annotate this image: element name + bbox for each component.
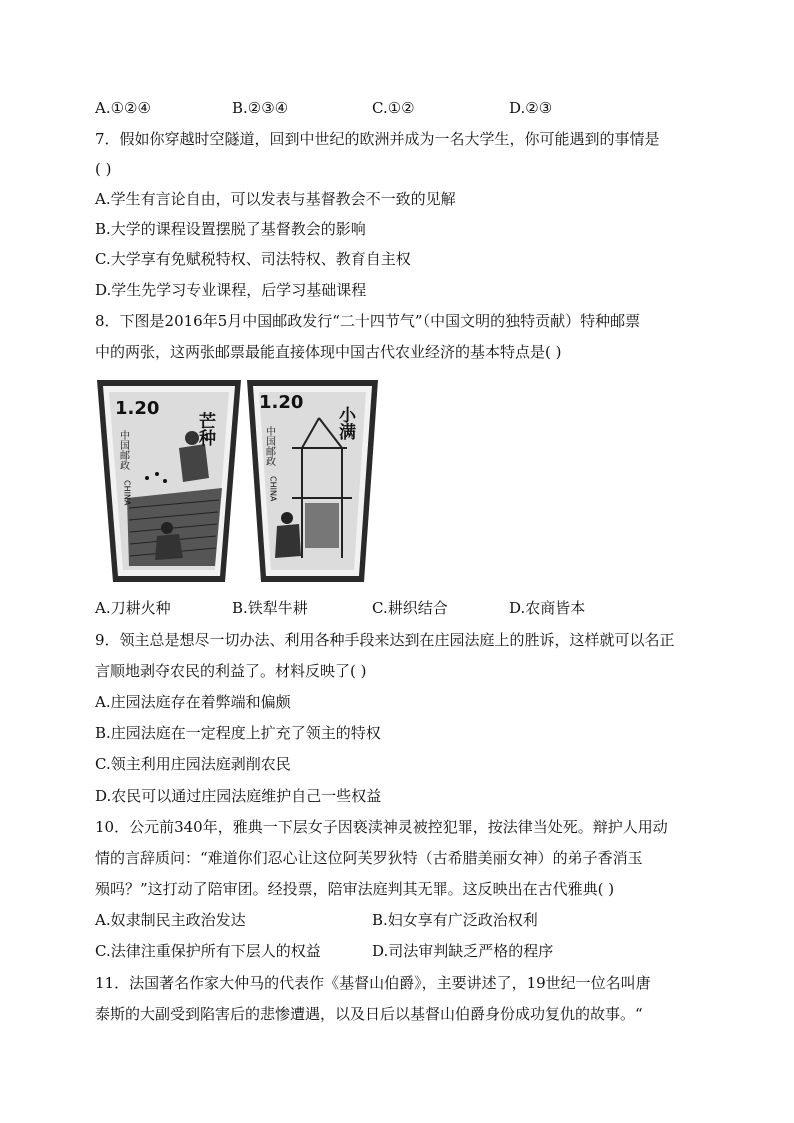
stamp-mangzhong-country: CHINA <box>122 480 132 506</box>
q7-option-b: B.大学的课程设置摆脱了基督教会的影响 <box>95 220 366 238</box>
q7-stem-line2: ( ) <box>95 160 112 178</box>
q8-option-b: B.铁犁牛耕 <box>232 599 308 617</box>
q10-option-a: A.奴隶制民主政治发达 <box>95 911 246 929</box>
stamp-pair-figure <box>97 378 380 584</box>
q11-stem-line1: 11．法国著名作家大仲马的代表作《基督山伯爵》，主要讲述了，19世纪一位名叫唐 <box>95 974 651 992</box>
q8-stem-line2: 中的两张，这两张邮票最能直接体现中国古代农业经济的基本特点是( ) <box>95 343 562 361</box>
q10-option-c: C.法律注重保护所有下层人的权益 <box>95 942 321 960</box>
q10-stem-line1: 10．公元前340年，雅典一下层女子因亵渎神灵被控犯罪，按法律当处死。辩护人用动 <box>95 818 668 836</box>
q10-options-row1 <box>95 910 655 930</box>
q10-options-row2 <box>95 941 655 961</box>
q8-options <box>95 598 655 618</box>
stamp-mangzhong-image <box>97 378 242 584</box>
stamp-xiaoman-price: 1.20 <box>259 392 304 413</box>
q10-option-d: D.司法审判缺乏严格的程序 <box>372 942 554 960</box>
stamp-xiaoman-country: CHINA <box>268 476 278 502</box>
q7-stem-line1: 7．假如你穿越时空隧道，回到中世纪的欧洲并成为一名大学生，你可能遇到的事情是 <box>95 130 660 148</box>
stamp-mangzhong-price: 1.20 <box>115 398 160 419</box>
q6-option-d: D.②③ <box>509 99 553 117</box>
q11-stem-line2: 泰斯的大副受到陷害后的悲惨遭遇，以及日后以基督山伯爵身份成功复仇的故事。“ <box>95 1005 643 1023</box>
q7-option-c: C.大学享有免赋税特权、司法特权、教育自主权 <box>95 250 411 268</box>
q7-option-d: D.学生先学习专业课程，后学习基础课程 <box>95 281 367 299</box>
q9-stem-line1: 9．领主总是想尽一切办法、利用各种手段来达到在庄园法庭上的胜诉，这样就可以名正 <box>95 631 675 649</box>
q9-option-d: D.农民可以通过庄园法庭维护自己一些权益 <box>95 787 382 805</box>
q9-stem-line2: 言顺地剥夺农民的利益了。材料反映了( ) <box>95 662 367 680</box>
stamp-xiaoman-term: 小满 <box>335 406 355 440</box>
stamp-xiaoman-issuer: 中国邮政 <box>263 426 275 466</box>
q8-option-a: A.刀耕火种 <box>95 599 171 617</box>
q9-option-b: B.庄园法庭在一定程度上扩充了领主的特权 <box>95 724 381 742</box>
q10-option-b: B.妇女享有广泛政治权利 <box>372 911 538 929</box>
stamp-mangzhong-term: 芒种 <box>195 412 215 446</box>
q9-option-c: C.领主利用庄园法庭剥削农民 <box>95 755 291 773</box>
q6-option-a: A.①②④ <box>95 99 151 117</box>
q8-option-c: C.耕织结合 <box>372 599 448 617</box>
q8-option-d: D.农商皆本 <box>509 599 586 617</box>
stamp-mangzhong-issuer: 中国邮政 <box>117 430 129 470</box>
q7-option-a: A.学生有言论自由，可以发表与基督教会不一致的见解 <box>95 190 456 208</box>
q9-option-a: A.庄园法庭存在着弊端和偏颇 <box>95 693 291 711</box>
stamp-xiaoman-image <box>247 378 379 584</box>
q10-stem-line2: 情的言辞质问：“难道你们忍心让这位阿芙罗狄特（古希腊美丽女神）的弟子香消玉 <box>95 849 643 867</box>
q8-stem-line1: 8．下图是2016年5月中国邮政发行“二十四节气”（中国文明的独特贡献）特种邮票 <box>95 312 641 330</box>
q10-stem-line3: 殒吗？”这打动了陪审团。经投票，陪审法庭判其无罪。这反映出在古代雅典( ) <box>95 880 615 898</box>
q6-options <box>95 98 655 118</box>
q6-option-c: C.①② <box>372 99 415 117</box>
q6-option-b: B.②③④ <box>232 99 289 117</box>
